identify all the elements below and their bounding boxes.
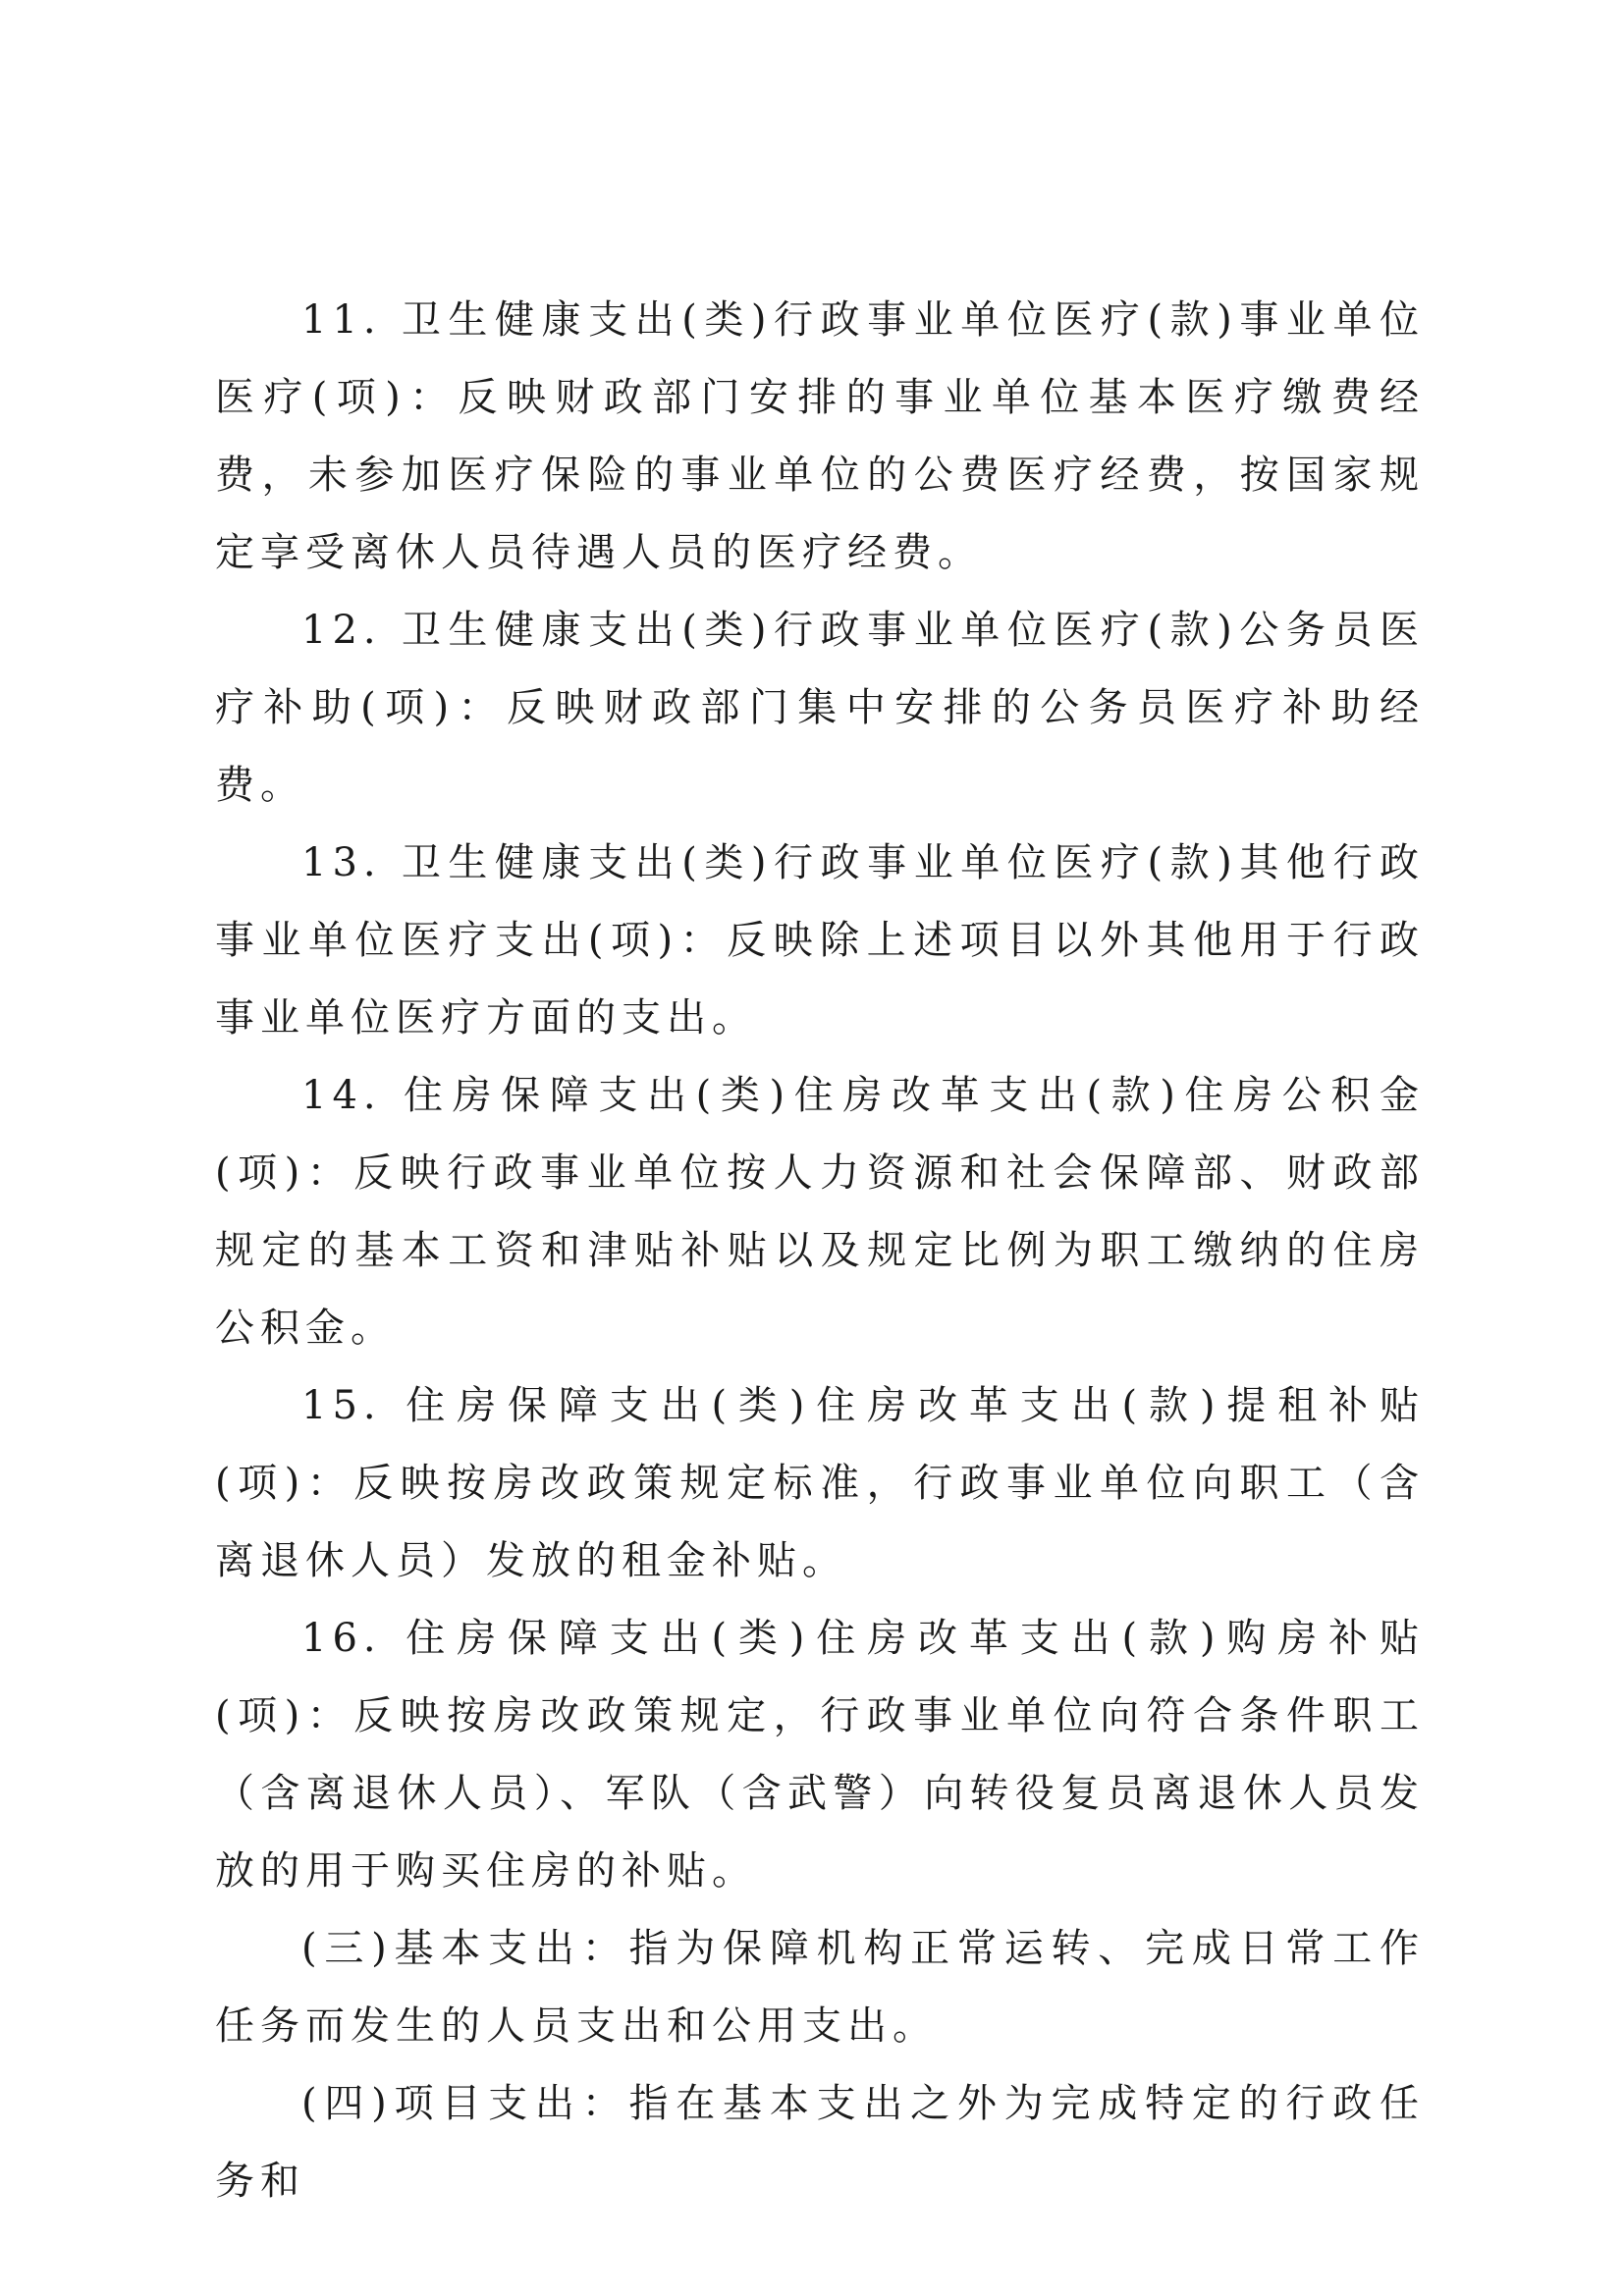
paragraph-basic-expenditure: (三)基本支出：指为保障机构正常运转、完成日常工作任务而发生的人员支出和公用支出。 — [215, 1926, 1425, 2049]
paragraph-item-11: 11. 卫生健康支出(类)行政事业单位医疗(款)事业单位医疗(项)：反映财政部门安排的事业单位基本医疗缴费经费，未参加医疗保险的事业单位的公费医疗经费，按国家规定享受离休人员待遇人员的医疗经费。 — [215, 297, 1425, 575]
paragraph-item-16: 16. 住房保障支出(类)住房改革支出(款)购房补贴(项)：反映按房改政策规定，行政事业单位向符合条件职工（含离退休人员）、军队（含武警）向转役复员离退休人员发放的用于购买住房的补贴。 — [215, 1616, 1425, 1894]
paragraph-item-13: 13. 卫生健康支出(类)行政事业单位医疗(款)其他行政事业单位医疗支出(项)：反映除上述项目以外其他用于行政事业单位医疗方面的支出。 — [215, 840, 1425, 1041]
document-body — [215, 282, 1425, 2220]
paragraph-item-12: 12. 卫生健康支出(类)行政事业单位医疗(款)公务员医疗补助(项)：反映财政部门集中安排的公务员医疗补助经费。 — [215, 608, 1425, 808]
paragraph-item-14: 14. 住房保障支出(类)住房改革支出(款)住房公积金(项)：反映行政事业单位按人力资源和社会保障部、财政部规定的基本工资和津贴补贴以及规定比例为职工缴纳的住房公积金。 — [215, 1073, 1425, 1351]
paragraph-project-expenditure: (四)项目支出：指在基本支出之外为完成特定的行政任务和 — [215, 2081, 1425, 2204]
paragraph-item-15: 15. 住房保障支出(类)住房改革支出(款)提租补贴(项)：反映按房改政策规定标准，行政事业单位向职工（含离退休人员）发放的租金补贴。 — [215, 1383, 1425, 1583]
